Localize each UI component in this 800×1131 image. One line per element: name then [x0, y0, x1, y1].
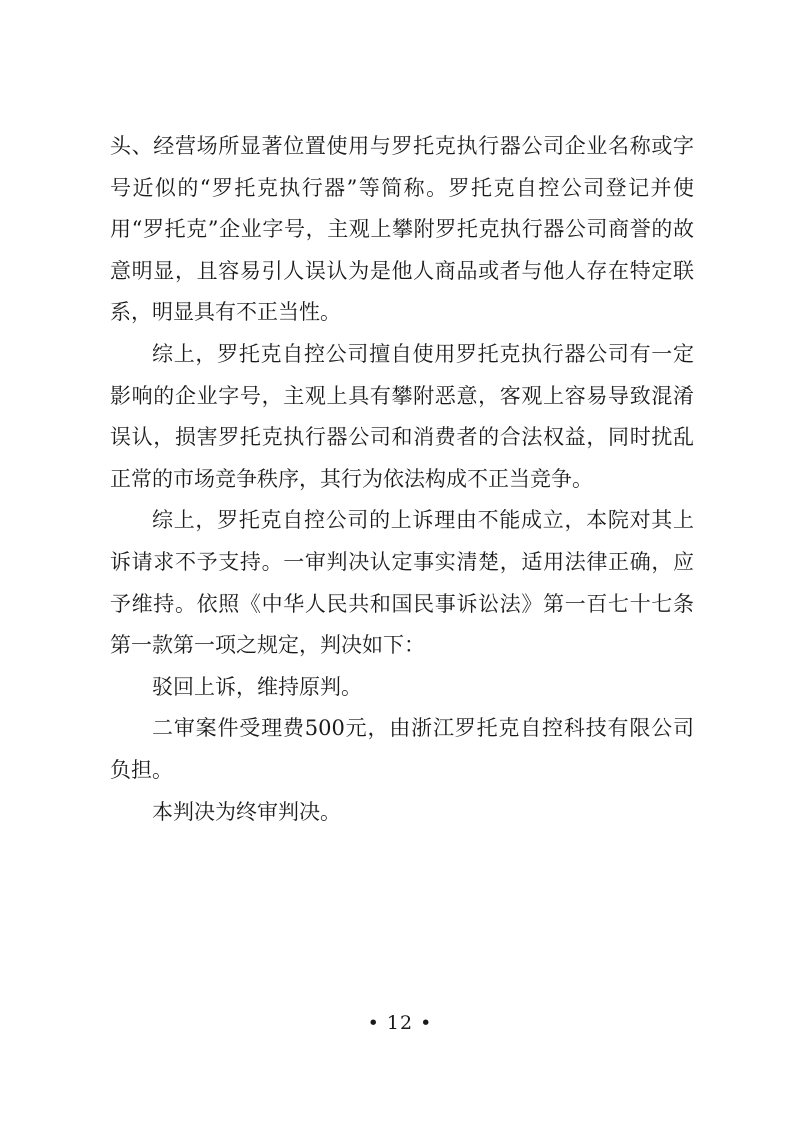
paragraph-continuation: 头、经营场所显著位置使用与罗托克执行器公司企业名称或字号近似的“罗托克执行器”等简称。罗托克自控公司登记并使用“罗托克”企业字号，主观上攀附罗托克执行器公司商誉的故意明显，且容易引人误认为是他人商品或者与他人存在特定联系，明显具有不正当性。 [110, 134, 694, 325]
paragraph-appeal-ruling: 综上，罗托克自控公司的上诉理由不能成立，本院对其上诉请求不予支持。一审判决认定事实清楚，适用法律正确，应予维持。依照《中华人民共和国民事诉讼法》第一百七十七条第一款第一项之规定，判决如下： [110, 508, 694, 658]
paragraph-judgment: 驳回上诉，维持原判。 [152, 674, 362, 699]
page-number: • 12 • [367, 1012, 433, 1034]
paragraph-final-judgment: 本判决为终审判决。 [152, 799, 341, 824]
document-body [110, 126, 694, 833]
paragraph-court-fee: 二审案件受理费500元，由浙江罗托克自控科技有限公司负担。 [110, 716, 694, 782]
paragraph-summary-infringement: 综上，罗托克自控公司擅自使用罗托克执行器公司有一定影响的企业字号，主观上具有攀附恶意，客观上容易导致混淆误认，损害罗托克执行器公司和消费者的合法权益，同时扰乱正常的市场竞争秩序，其行为依法构成不正当竞争。 [110, 341, 694, 491]
